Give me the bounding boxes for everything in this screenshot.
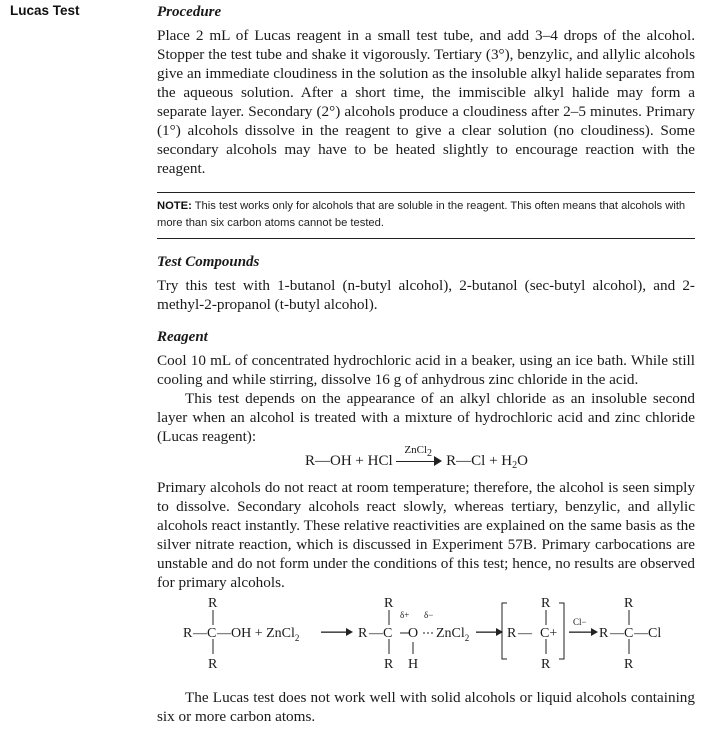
note-box <box>157 192 695 239</box>
reaction-arrow-icon <box>396 443 442 469</box>
reaction-arrow-icon <box>346 628 353 636</box>
delta-plus: δ+ <box>400 610 410 620</box>
r-group-left: R <box>183 626 193 641</box>
r-group-left: R <box>507 626 517 641</box>
equation-left: R—OH + HCl <box>305 453 393 469</box>
reagent-para-2: This test depends on the appearance of an alkyl chloride as an insoluble second layer when an alcohol is treated with a mixture of hydrochloric acid and zinc chloride (Lucas reagent): <box>157 390 695 445</box>
r-group-bottom: R <box>384 657 394 672</box>
bond-dash: — <box>193 626 207 641</box>
reagent-heading: Reagent <box>157 329 208 345</box>
oxygen-atom: O <box>408 626 419 641</box>
mechanism-diagram <box>157 592 695 688</box>
bond-dash: — <box>518 626 532 641</box>
r-group-left: R <box>599 626 609 641</box>
arrow-line <box>321 632 347 633</box>
bracket-right <box>559 603 564 659</box>
mechanism-svg <box>0 592 726 688</box>
arrow-line <box>476 632 497 633</box>
test-compounds-text: Try this test with 1-butanol (n-butyl alcohol), 2-butanol (sec-butyl alcohol), and 2-methyl-2-propanol (t-butyl alcohol). <box>157 277 695 313</box>
equation-right: R—Cl + $H_2O$ <box>446 453 528 471</box>
bond-dash: — <box>369 626 383 641</box>
bond-dash: — <box>610 626 624 641</box>
reaction-equation <box>157 443 695 474</box>
r-group-bottom: R <box>208 657 218 672</box>
delta-minus: δ− <box>424 610 434 620</box>
carbon-atom: C <box>207 626 217 641</box>
reagent-para-1: Cool 10 mL of concentrated hydrochloric acid in a beaker, using an ice bath. While still cooling and while stirring, dissolve 16 g of anhydrous zinc chloride in the acid. <box>157 352 695 388</box>
oh-zncl-label: —OH + ZnCl$_2$ <box>217 626 300 643</box>
r-group-left: R <box>358 626 368 641</box>
explanation-text: Primary alcohols do not react at room temperature; therefore, the alcohol is seen simply to dissolve. Secondary alcohols react slowly, whereas tertiary, benzylic, and allylic alcohols react instantly. These relative reactivities are explained on the same basis as the silver nitrate reaction, which is discussed in Experiment 57B. Primary carbocations are unstable and do not form under the conditions of this test; hence, no results are observed for primary alcohols. <box>157 479 695 591</box>
arrow-line <box>569 632 592 633</box>
hydrogen-atom: H <box>408 657 419 672</box>
chlorine-label: —Cl <box>634 626 662 641</box>
content-column <box>157 0 695 726</box>
closing-text: The Lucas test does not work well with solid alcohols or liquid alcohols containing six or more carbon atoms. <box>157 689 695 725</box>
r-group-bottom: R <box>624 657 634 672</box>
test-compounds-heading: Test Compounds <box>157 254 260 270</box>
carbon-atom: C <box>383 626 393 641</box>
carbon-atom: C <box>624 626 634 641</box>
r-group-bottom: R <box>541 657 551 672</box>
note-label: NOTE: <box>157 200 192 212</box>
procedure-heading: Procedure <box>157 4 222 20</box>
catalyst-label: ZnCl$_2$ <box>404 443 433 459</box>
r-group-top: R <box>208 596 218 611</box>
reaction-arrow-icon <box>591 628 598 636</box>
r-group-top: R <box>541 596 551 611</box>
note-text: This test works only for alcohols that are soluble in the reagent. This often means that alcohols with more than six carbon atoms cannot be tested. <box>157 200 686 229</box>
chloride-ion-label: Cl− <box>573 617 587 627</box>
zncl2-label: ZnCl$_2$ <box>436 626 470 643</box>
carbocation-label: C+ <box>540 626 558 641</box>
r-group-top: R <box>384 596 394 611</box>
side-label: Lucas Test <box>10 3 80 18</box>
r-group-top: R <box>624 596 634 611</box>
procedure-text: Place 2 mL of Lucas reagent in a small test tube, and add 3–4 drops of the alcohol. Stopper the test tube and shake it vigorously. Tertiary (3°), benzylic, and allylic alcohols give an immediate cloudiness in the solution as the insoluble alkyl halide separates from the aqueous solution. After a short time, the immiscible alkyl halide may form a separate layer. Secondary (2°) alcohols produce a cloudiness after 2–5 minutes. Primary (1°) alcohols dissolve in the reagent to give a clear solution (no cloudiness). Some secondary alcohols may have to be heated slightly to encourage reaction with the reagent. <box>157 27 695 177</box>
